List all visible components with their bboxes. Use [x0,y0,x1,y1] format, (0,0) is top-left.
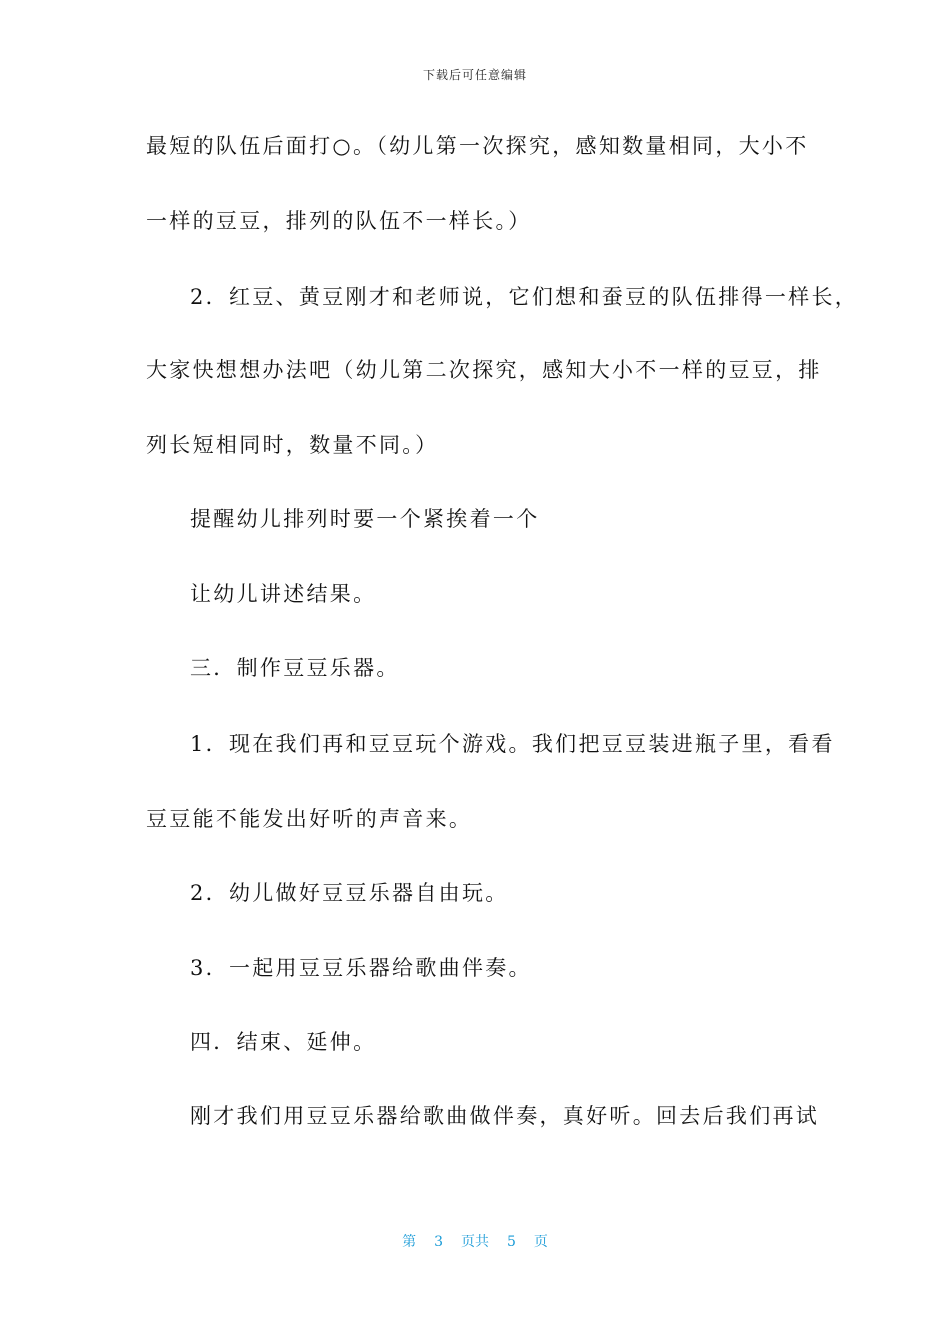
footer-total-pages: 5 [507,1234,516,1250]
body-line-9: 1．现在我们再和豆豆玩个游戏。我们把豆豆装进瓶子里，看看 [190,732,835,756]
body-line-3: 2．红豆、黄豆刚才和老师说，它们想和蚕豆的队伍排得一样长， [190,285,859,309]
body-line-14: 刚才我们用豆豆乐器给歌曲做伴奏，真好听。回去后我们再试 [190,1104,820,1128]
body-line-4: 大家快想想办法吧（幼儿第二次探究，感知大小不一样的豆豆，排 [146,358,822,382]
body-line-12: 3．一起用豆豆乐器给歌曲伴奏。 [190,956,532,980]
footer-prefix: 第 [402,1234,417,1250]
footer-suffix: 页 [533,1234,548,1250]
body-line-7: 让幼儿讲述结果。 [190,582,377,606]
body-line-13: 四．结束、延伸。 [190,1030,377,1054]
body-line-2: 一样的豆豆，排列的队伍不一样长。） [146,209,532,233]
body-line-5: 列长短相同时，数量不同。） [146,433,439,457]
body-line-8: 三．制作豆豆乐器。 [190,656,400,680]
body-line-1: 最短的队伍后面打○。（幼儿第一次探究，感知数量相同，大小不 [146,134,809,158]
body-line-10: 豆豆能不能发出好听的声音来。 [146,807,473,831]
body-line-6: 提醒幼儿排列时要一个紧挨着一个 [190,507,540,531]
body-line-11: 2．幼儿做好豆豆乐器自由玩。 [190,881,509,905]
footer-page-number: 3 [434,1234,443,1250]
page-footer [0,1231,950,1251]
page-header: 下载后可任意编辑 [422,68,527,82]
footer-middle: 页共 [461,1234,489,1250]
